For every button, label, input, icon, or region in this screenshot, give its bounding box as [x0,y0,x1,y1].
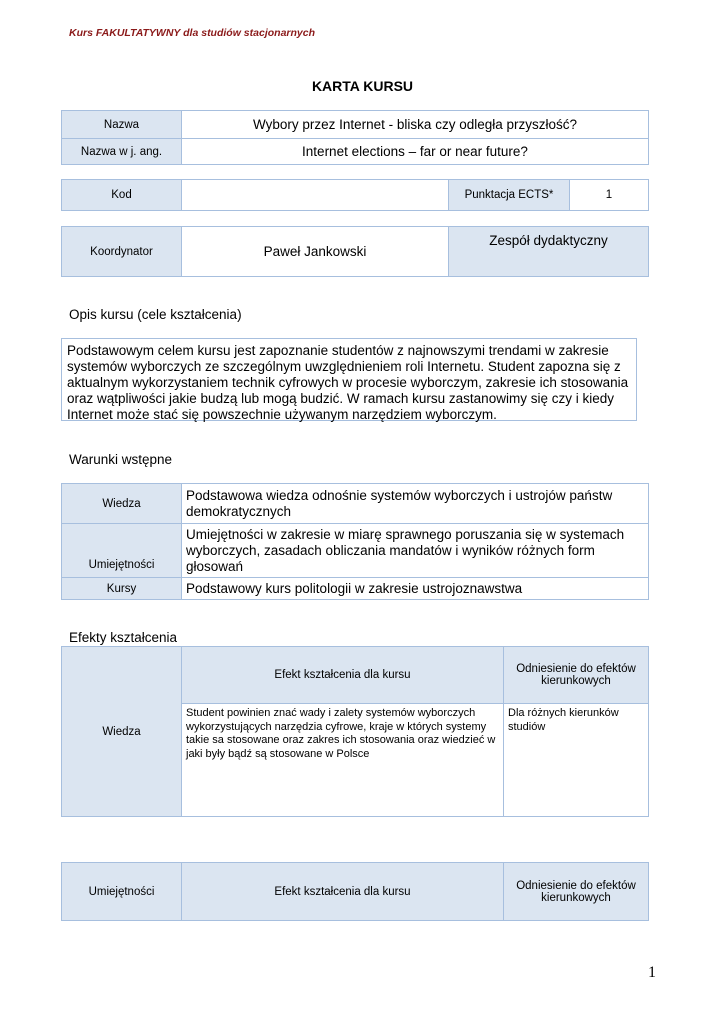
code-value [182,180,449,211]
prereq-courses-value: Podstawowy kurs politologii w zakresie ustrojoznawstwa [182,578,649,600]
name-en-label: Nazwa w j. ang. [62,139,182,165]
description-text: Podstawowym celem kursu jest zapoznanie studentów z najnowszymi trendami w zakresie systemów wyborczych ze szczególnym uwzględnieniem roli Internetu. Student zapozna się z aktualnym wykorzystaniem technik cyfrowych w procesie wyborczym, zakresie ich stosowania oraz wątpliwości jakie budzą lub mogą budzić. W ramach kursu zastanowimy się czy i kiedy Internet może stać się powszechnie używanym narzędziem wyborczym. [61,338,637,421]
coordinator-value: Paweł Jankowski [182,227,449,277]
ects-value: 1 [570,180,649,211]
code-label: Kod [62,180,182,211]
code-table [61,179,649,211]
name-label: Nazwa [62,111,182,139]
description-heading: Opis kursu (cele kształcenia) [69,307,242,322]
outcomes-knowledge-label: Wiedza [62,647,182,817]
prereq-skills-value: Umiejętności w zakresie w miarę sprawnego poruszania się w systemach wyborczych, zasadach obliczania mandatów i wyników różnych form głosowań [182,524,649,578]
prereq-knowledge-label: Wiedza [62,484,182,524]
prereq-knowledge-value: Podstawowa wiedza odnośnie systemów wyborczych i ustrojów państw demokratycznych [182,484,649,524]
outcomes-knowledge-ref-header: Odniesienie do efektów kierunkowych [504,647,649,704]
prerequisites-heading: Warunki wstępne [69,452,173,467]
outcomes-knowledge-effect: Student powinien znać wady i zalety systemów wyborczych wykorzystujących narzędzia cyfrowe, kraje w których systemy takie sa stosowane oraz zakres ich stosowania oraz wiedzieć w jaki były bądź są stosowane w Polsce [182,704,504,817]
team-label: Zespół dydaktyczny [449,227,649,277]
name-en-value: Internet elections – far or near future? [182,139,649,165]
outcomes-skills-effect-header: Efekt kształcenia dla kursu [182,863,504,921]
outcomes-knowledge-effect-header: Efekt kształcenia dla kursu [182,647,504,704]
page-title: KARTA KURSU [311,78,414,94]
outcomes-knowledge-ref: Dla różnych kierunków studiów [504,704,649,817]
course-name-table [61,110,649,165]
outcomes-heading: Efekty kształcenia [69,630,178,645]
header-note: Kurs FAKULTATYWNY dla studiów stacjonarnych [69,27,315,39]
outcomes-skills-table [61,862,649,921]
coordinator-table [61,226,649,277]
outcomes-knowledge-table [61,646,649,817]
outcomes-skills-label: Umiejętności [62,863,182,921]
prereq-skills-label: Umiejętności [62,524,182,578]
name-value: Wybory przez Internet - bliska czy odległa przyszłość? [182,111,649,139]
coordinator-label: Koordynator [62,227,182,277]
page-number: 1 [648,964,656,981]
prerequisites-table [61,483,649,600]
outcomes-skills-ref-header: Odniesienie do efektów kierunkowych [504,863,649,921]
ects-label: Punktacja ECTS* [449,180,570,211]
prereq-courses-label: Kursy [62,578,182,600]
